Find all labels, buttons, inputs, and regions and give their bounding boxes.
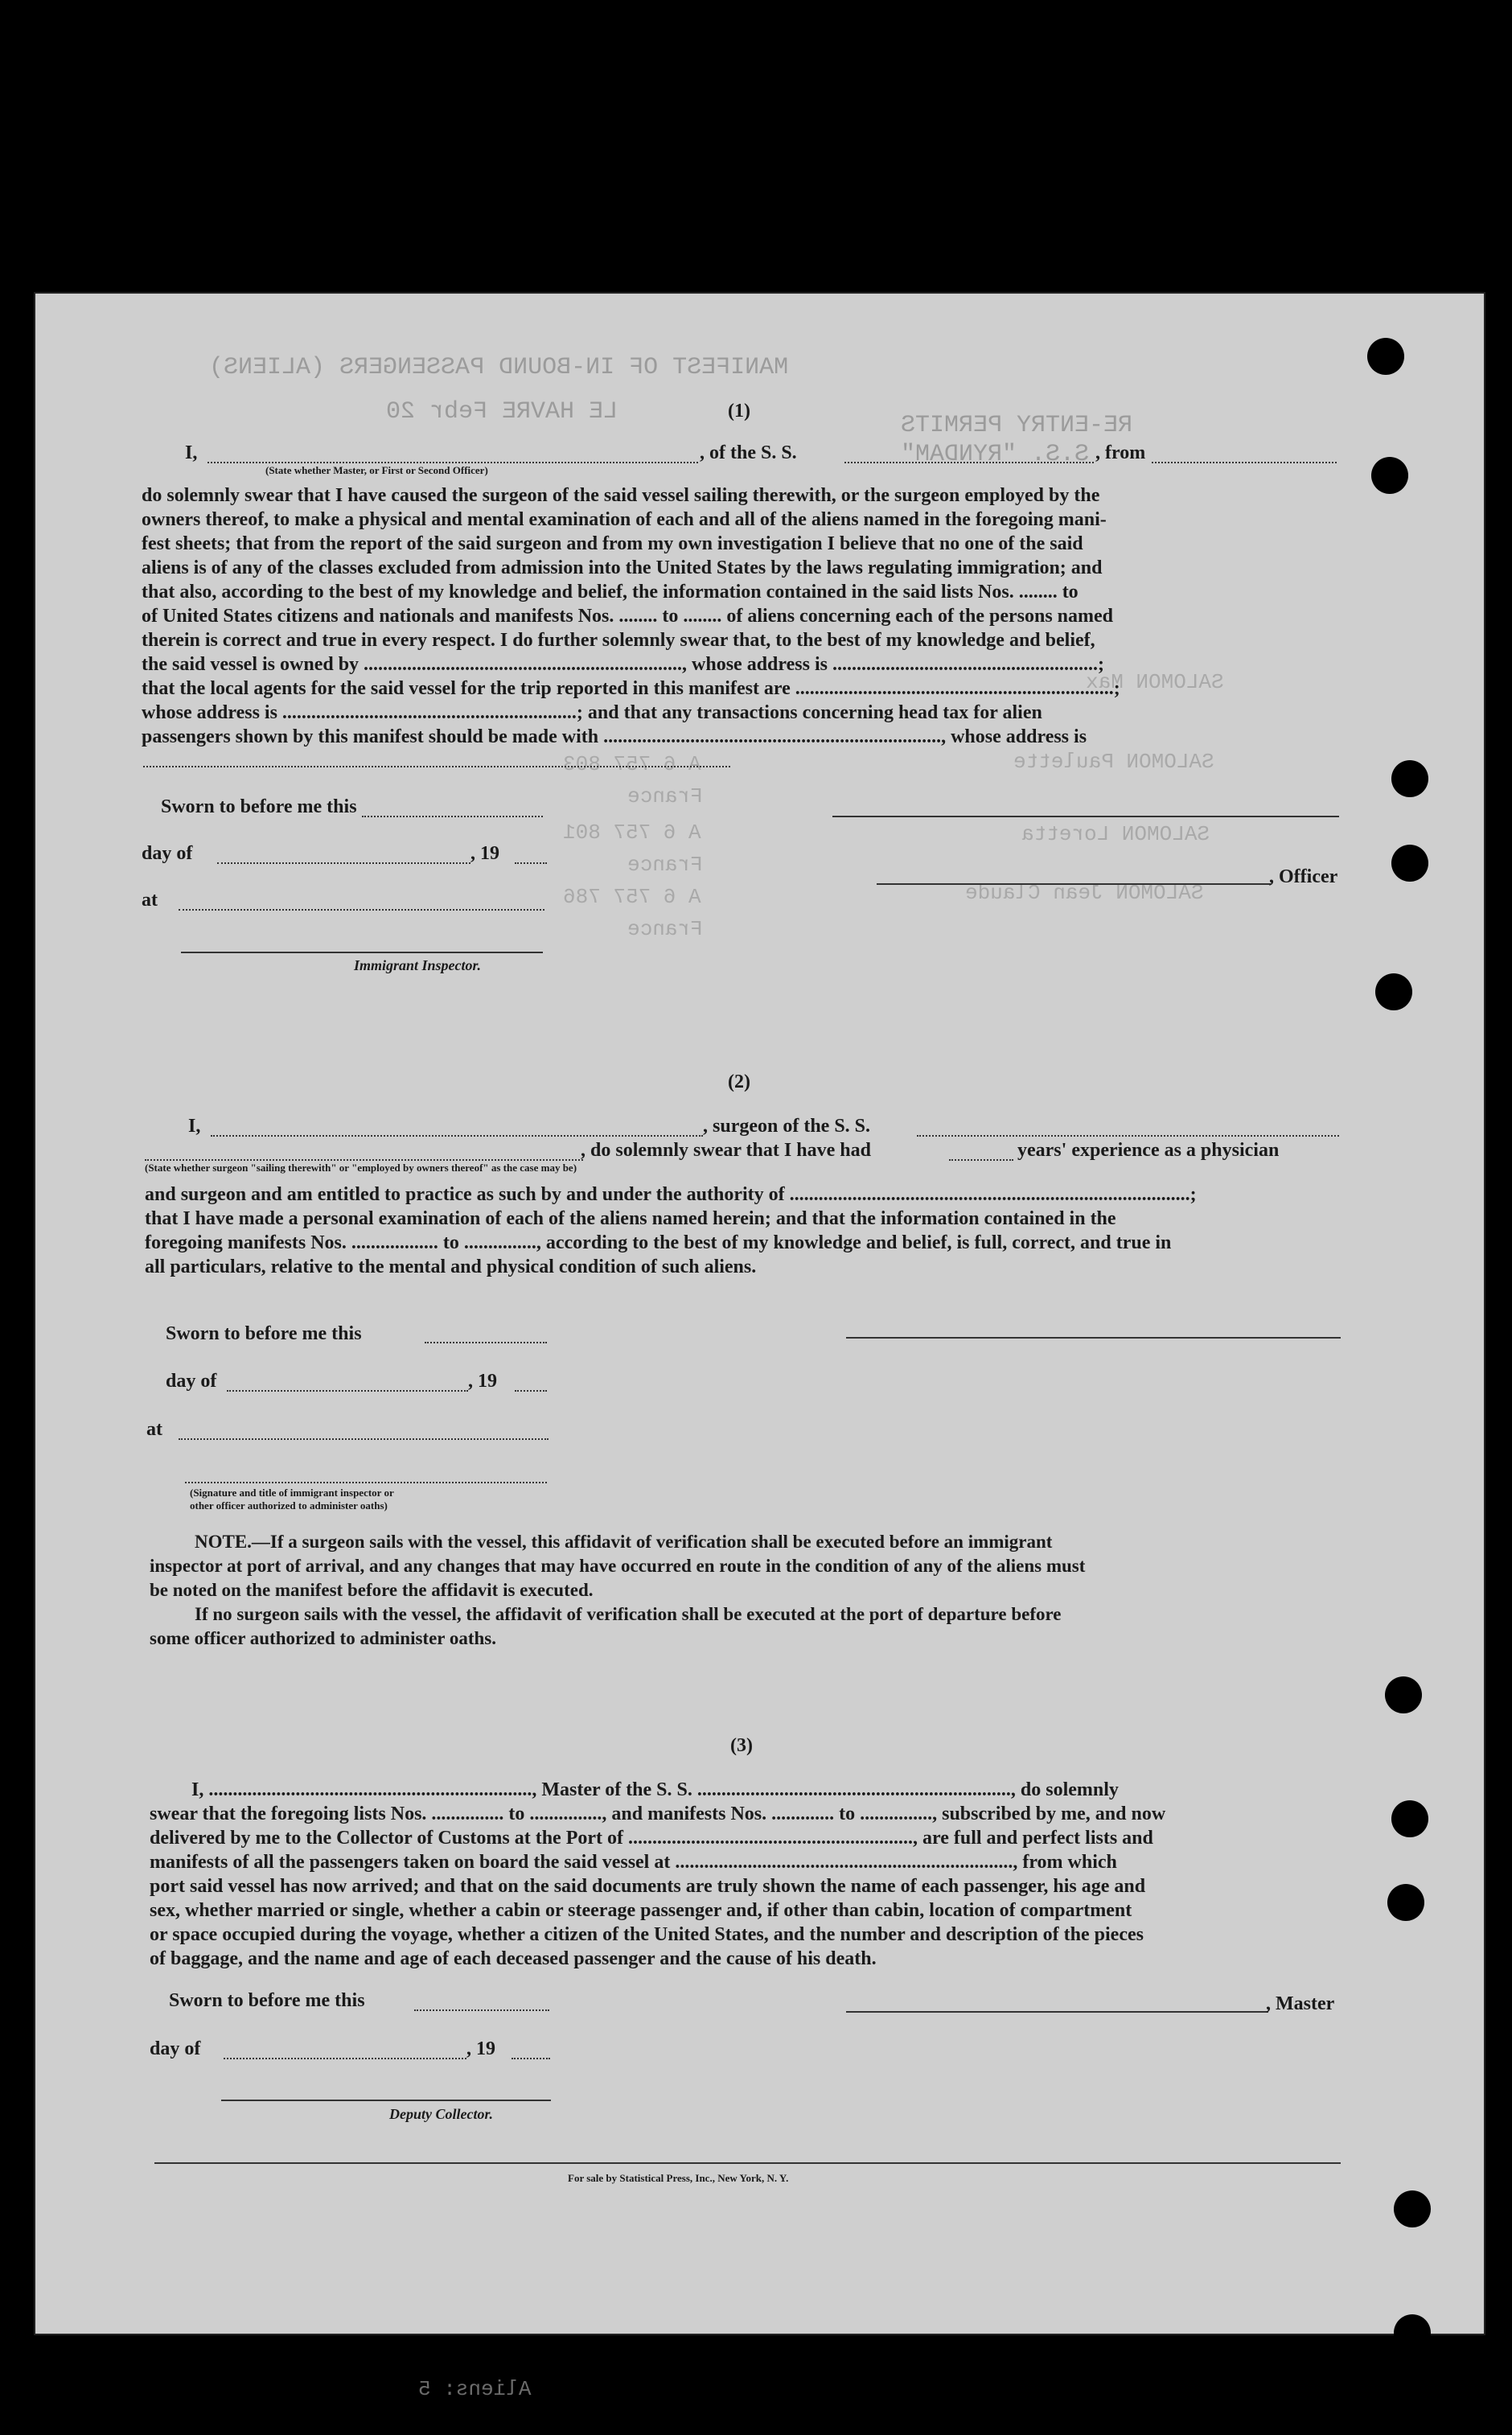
note-line: be noted on the manifest before the affidavit is executed. <box>150 1580 594 1600</box>
bleed-id: A 6 757 786 <box>563 885 701 909</box>
bleed-id: A 6 757 801 <box>563 821 701 845</box>
inspector-signature-line <box>181 952 543 953</box>
of-the-ss-label: , of the S. S. <box>700 442 797 463</box>
body-line: therein is correct and true in every respect. I do further solemnly swear that, to the best of my knowledge and belief, <box>142 630 1095 651</box>
at-label-1: at <box>142 890 158 911</box>
day-line-3 <box>224 2058 466 2059</box>
body-line: that also, according to the best of my knowledge and belief, the information contained in the said lists Nos. ........ to <box>142 582 1079 603</box>
year-line-3 <box>512 2058 550 2059</box>
signature-note-2: other officer authorized to administer oaths) <box>190 1499 388 1512</box>
body-line: of United States citizens and nationals and manifests Nos. ........ to ........ of aliens concerning each of the persons named <box>142 606 1114 627</box>
bleed-name: SALOMON Loretta <box>1021 822 1210 846</box>
punch-hole <box>1394 2190 1431 2227</box>
year-label-1: , 19 <box>470 843 499 864</box>
inspector-label: Immigrant Inspector. <box>354 957 482 973</box>
body-line: that I have made a personal examination of each of the aliens named herein; and that the information contained in the <box>145 1208 1116 1229</box>
bleed-country: France <box>627 853 703 877</box>
day-of-label-1: day of <box>142 843 193 864</box>
bleed-country: France <box>627 917 703 941</box>
surgeon-line-i: I, <box>188 1116 201 1137</box>
note-block <box>150 1530 1085 1651</box>
footer-rule <box>154 2162 1341 2164</box>
signature-note-1: (Signature and title of immigrant inspector or <box>190 1487 394 1499</box>
printer-footer: For sale by Statistical Press, Inc., New York, N. Y. <box>568 2172 789 2184</box>
punch-hole <box>1391 760 1428 797</box>
day-of-label-3: day of <box>150 2038 201 2059</box>
body-line: I, ..................................................................., Master of the S. S. ................................................................., do solemnly <box>191 1779 1119 1800</box>
officer-name-line <box>207 462 698 463</box>
punch-hole <box>1391 1800 1428 1837</box>
body-line: passengers shown by this manifest should be made with ......................................................................, whose address is <box>142 726 1087 747</box>
from-label: , from <box>1095 442 1146 463</box>
day-of-label-2: day of <box>166 1371 217 1392</box>
punch-hole <box>1367 338 1404 375</box>
punch-hole <box>1385 1676 1422 1713</box>
sworn-label-3: Sworn to before me this <box>169 1990 365 2011</box>
officer-line-i: I, <box>185 442 198 463</box>
bleed-reentry: RE-ENTRY PERMITS <box>901 412 1133 439</box>
day-line-1 <box>217 862 470 864</box>
sworn-label-1: Sworn to before me this <box>161 796 357 817</box>
from-port-line <box>1152 462 1337 463</box>
surgeon-signature-line <box>846 1337 1341 1339</box>
section-1-body <box>142 483 1120 749</box>
bleed-name: SALOMON Paulette <box>1013 750 1214 774</box>
body-line: all particulars, relative to the mental and physical condition of such aliens. <box>145 1257 757 1277</box>
year-label-3: , 19 <box>466 2038 495 2059</box>
body-line: manifests of all the passengers taken on board the said vessel at ......................................................................, from which <box>150 1852 1117 1873</box>
body-line: the said vessel is owned by .................................................................., whose address is .......................................................; <box>142 654 1104 675</box>
punch-hole <box>1387 1884 1424 1921</box>
punch-hole <box>1391 845 1428 882</box>
section-1-number: (1) <box>728 401 750 422</box>
punch-hole <box>1371 457 1408 494</box>
bleed-name: SALOMON Max <box>1086 670 1224 694</box>
bleed-port: LE HAVRE Febr 20 <box>386 398 618 426</box>
note-line: NOTE.—If a surgeon sails with the vessel, this affidavit of verification shall be executed before an immigrant <box>195 1532 1053 1552</box>
surgeon-ship-line <box>917 1135 1339 1137</box>
body-line: sex, whether married or single, whether a cabin or steerage passenger and, if other than cabin, location of compartment <box>150 1900 1132 1921</box>
section-3-number: (3) <box>730 1735 753 1756</box>
punch-hole <box>1375 973 1412 1010</box>
section-2-body <box>145 1183 1197 1279</box>
body-line: of baggage, and the name and age of each deceased passenger and the cause of his death. <box>150 1948 877 1969</box>
body-line: aliens is of any of the classes excluded from admission into the United States by the laws regulating immigration; and <box>142 557 1103 578</box>
surgeon-swear-label: , do solemnly swear that I have had <box>581 1140 871 1161</box>
punch-hole <box>1394 2314 1431 2351</box>
section-2-number: (2) <box>728 1071 750 1092</box>
master-signature-line <box>846 2011 1268 2013</box>
section-3-body <box>150 1778 1165 1971</box>
year-line-1 <box>515 862 547 864</box>
bleed-name: SALOMON Jean Claude <box>965 881 1204 905</box>
bleed-aliens: Aliens: 5 <box>418 2377 532 2401</box>
body-line: owners thereof, to make a physical and mental examination of each and all of the aliens named in the foregoing mani- <box>142 509 1107 530</box>
body-line: do solemnly swear that I have caused the surgeon of the said vessel sailing therewith, or the surgeon employed by the <box>142 485 1100 506</box>
surgeon-witness-line <box>185 1482 547 1483</box>
surgeon-name-line <box>211 1135 703 1137</box>
years-label: years' experience as a physician <box>1017 1140 1280 1161</box>
day-line-2 <box>227 1390 468 1392</box>
surgeon-status-line <box>145 1159 583 1161</box>
ship-name-line <box>844 462 1094 463</box>
body-line: fest sheets; that from the report of the said surgeon and from my own investigation I believe that no one of the said <box>142 533 1083 554</box>
at-line-1 <box>179 909 544 911</box>
body-line: or space occupied during the voyage, whether a citizen of the United States, and the number and description of the pieces <box>150 1924 1144 1945</box>
body-line: foregoing manifests Nos. .................. to ..............., according to the best of my knowledge and belief, is full, correct, and true in <box>145 1232 1172 1253</box>
officer-label: , Officer <box>1269 866 1338 887</box>
years-line <box>949 1159 1013 1161</box>
officer-signature-line-a <box>832 816 1339 817</box>
body-line: delivered by me to the Collector of Customs at the Port of ..........................................................., are full and perfect lists and <box>150 1828 1153 1849</box>
deputy-label: Deputy Collector. <box>389 2106 493 2122</box>
at-line-2 <box>179 1438 549 1440</box>
body-line: and surgeon and am entitled to practice as such by and under the authority of ...................................................................................; <box>145 1184 1197 1205</box>
year-line-2 <box>515 1390 547 1392</box>
note-line: some officer authorized to administer oaths. <box>150 1628 496 1648</box>
body-line: whose address is .............................................................; and that any transactions concerning head tax for alien <box>142 702 1042 723</box>
address-continuation-line <box>143 766 730 767</box>
body-line: port said vessel has now arrived; and that on the said documents are truly shown the name of each passenger, his age and <box>150 1876 1146 1897</box>
sworn-line-1 <box>362 816 543 817</box>
body-line: that the local agents for the said vessel for the trip reported in this manifest are ..................................................................; <box>142 678 1120 699</box>
sworn-line-2 <box>425 1342 547 1343</box>
body-line: swear that the foregoing lists Nos. ............... to ..............., and manifests Nos. ............. to ..............., subscribed by me, and now <box>150 1804 1166 1824</box>
sworn-label-2: Sworn to before me this <box>166 1323 362 1344</box>
sworn-line-3 <box>414 2009 549 2011</box>
bleed-title: MANIFEST OF IN-BOUND PASSENGERS (ALIENS) <box>209 354 789 381</box>
officer-state-note: (State whether Master, or First or Second Officer) <box>265 464 488 476</box>
master-label: , Master <box>1266 1993 1335 2014</box>
deputy-signature-line <box>221 2100 551 2101</box>
bleed-id: A 6 757 803 <box>563 752 701 776</box>
note-line: inspector at port of arrival, and any changes that may have occurred en route in the condition of any of the aliens must <box>150 1556 1086 1576</box>
at-label-2: at <box>146 1419 162 1440</box>
year-label-2: , 19 <box>468 1371 497 1392</box>
note-line: If no surgeon sails with the vessel, the affidavit of verification shall be executed at the port of departure before <box>195 1604 1062 1624</box>
officer-signature-line-b <box>877 883 1271 885</box>
bleed-country: France <box>627 784 703 808</box>
surgeon-state-note: (State whether surgeon "sailing therewith" or "employed by owners thereof" as the case may be) <box>145 1162 577 1174</box>
bleed-ship: S.S. "RYNDAM" <box>901 441 1090 468</box>
surgeon-of-label: , surgeon of the S. S. <box>703 1116 871 1137</box>
